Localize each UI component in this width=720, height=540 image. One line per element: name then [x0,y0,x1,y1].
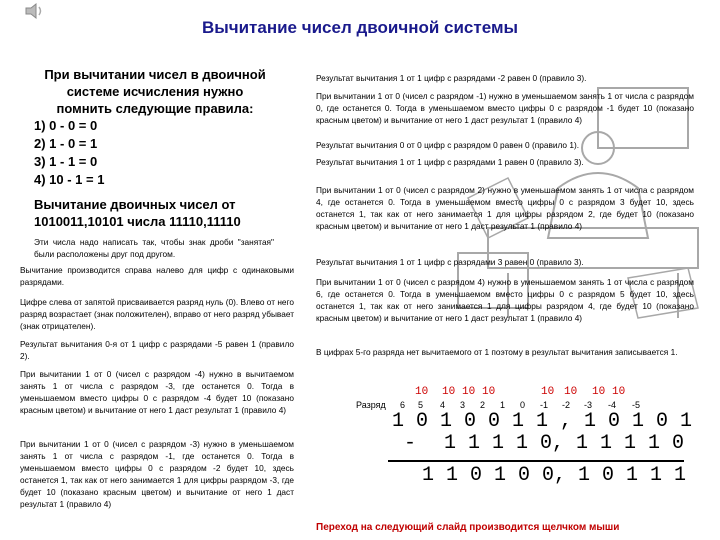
page-title: Вычитание чисел двоичной системы [201,18,519,37]
right-paragraph-7: При вычитании 1 от 0 (чисел с разрядом 4) нужно в уменьшаемом занять 1 от числа с разрядом 6, где останется 0. Тогда в уменьшаемом вместо цифры 0 с разрядом 5 будет 10, здесь останется 1, так как от него занимается 1 для цифры разрядом 4, где будет 10 (показано красным цветом) и вычитание от него 1 даст результат 1 (правило 4) [316,277,694,323]
rules-heading: При вычитании чисел в двоичной системе исчисления нужно помнить следующие правила: [44,67,266,116]
rank-value: -4 [608,400,617,410]
rank-value: -1 [540,400,549,410]
right-paragraph-8: В цифрах 5-го разряда нет вычитаемого от 1 поэтому в результат вычитания записывается 1. [316,347,678,357]
rank-value: 1 [500,400,506,410]
rank-value: -5 [632,400,641,410]
minuend: 1 0 1 0 0 1 1 , 1 0 1 0 1 [392,410,693,433]
borrow-mark: 10 [442,386,456,398]
result-line [388,460,684,462]
footer-hint: Переход на следующий слайд производится щелчком мыши [316,522,620,533]
borrow-mark: 10 [564,386,578,398]
left-paragraph-1: Эти числа надо написать так, чтобы знак дроби "занятая" были расположены друг под другом. [34,237,274,259]
rank-value: -2 [562,400,571,410]
rank-label: Разряд [356,400,386,410]
right-paragraph-2: При вычитании 1 от 0 (чисел с разрядом -1) нужно в уменьшаемом занять 1 от числа с разрядом 0, где останется 0. Тогда в уменьшаемом вместо цифры 0 с разрядом -1 будет 10 (показано красным цветом) и вычитание от него 1 даст результат 1 (правило 4) [316,91,694,125]
rule-1: 1) 0 - 0 = 0 [34,118,98,133]
borrow-mark: 10 [462,386,476,398]
rule-4: 4) 10 - 1 = 1 [34,172,105,187]
borrow-mark: 10 [541,386,555,398]
rank-value: 4 [440,400,446,410]
left-paragraph-5: При вычитании 1 от 0 (чисел с разрядом -4) нужно в вычитаемом занять 1 от числа с разрядом -3, где останется 0. Тогда в уменьшаемом вместо цифры 0 с разрядом -4 будет 10 (показано красным цветом) и вычитание от него 1 даст результат 1 (правило 4) [20,369,294,415]
borrow-mark: 10 [612,386,626,398]
right-paragraph-6: Результат вычитания 1 от 1 цифр с разрядами 3 равен 0 (правило 3). [316,257,584,267]
rule-3: 3) 1 - 1 = 0 [34,154,98,169]
result: 1 1 0 1 0 0, 1 0 1 1 1 [422,464,687,487]
task-statement: Вычитание двоичных чисел от 1010011,10101 числа 11110,11110 [34,197,241,229]
borrow-mark: 10 [482,386,496,398]
rank-value: 3 [460,400,466,410]
left-paragraph-3: Цифре слева от запятой присваивается разряд нуль (0). Влево от него разряд возрастает (знак положителен), вправо от него разряд убывает (знак отрицателен). [20,297,294,331]
rank-value: 6 [400,400,406,410]
subtrahend: 1 1 1 1 0, 1 1 1 1 0 [444,432,685,455]
rule-2: 2) 1 - 0 = 1 [34,136,98,151]
subtraction-calculation [356,380,696,490]
rank-value: 0 [520,400,526,410]
left-paragraph-4: Результат вычитания 0-я от 1 цифр с разрядами -5 равен 1 (правило 2). [20,339,294,361]
borrow-mark: 10 [415,386,429,398]
left-paragraph-6: При вычитании 1 от 0 (чисел с разрядом -3) нужно в уменьшаемом занять 1 от числа с разрядом -1, где останется 0. Тогда в уменьшаемом вместо цифры 0 с разрядом -2 будет 10, здесь останется 1, так как от него занимается 1 для цифры разрядом -3, где будет 10 (показано красным цветом) и вычитание от него 1 даст результат 1 (правило 4) [20,439,294,509]
rank-value: -3 [584,400,593,410]
right-paragraph-3: Результат вычитания 0 от 0 цифр с разрядом 0 равен 0 (правило 1). [316,140,580,150]
rank-value: 2 [480,400,486,410]
minus-sign: - [404,432,417,455]
right-paragraph-5: При вычитании 1 от 0 (чисел с разрядом 2) нужно в уменьшаемом занять 1 от числа с разрядом 4, где останется 0. Тогда в уменьшаемом вместо цифры 0 с разрядом 3 будет 10, здесь останется 1, так как от него занимается 1 для цифры разрядом 2, где будет 10 (показано красным цветом) и вычитание от него 1 даст результат 1 (правило 4) [316,185,694,231]
right-paragraph-4: Результат вычитания 1 от 1 цифр с разрядами 1 равен 0 (правило 3). [316,157,584,167]
left-paragraph-2: Вычитание производится справа налево для цифр с одинаковыми разрядами. [20,265,294,287]
rank-value: 5 [418,400,424,410]
right-paragraph-1: Результат вычитания 1 от 1 цифр с разрядами -2 равен 0 (правило 3). [316,73,587,83]
borrow-mark: 10 [592,386,606,398]
